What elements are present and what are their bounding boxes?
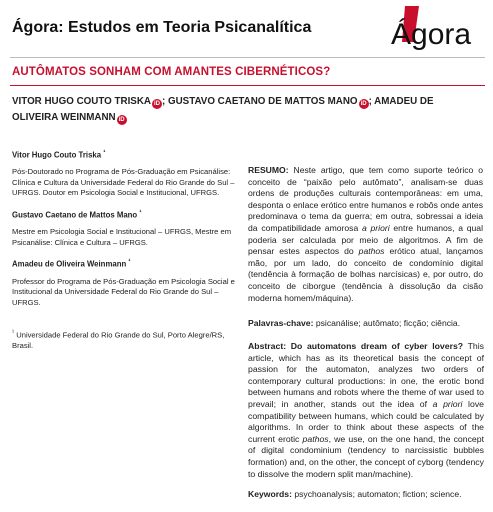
footnote: $^{^1}$ Universidade Federal do Rio Grande do Sul, Porto Alegre/RS, Brasil. bbox=[12, 329, 225, 351]
journal-title: Ágora: Estudos em Teoria Psicanalítica bbox=[12, 19, 312, 36]
abstract-label: Abstract: Do automatons dream of cyber lovers? bbox=[248, 341, 464, 351]
affiliation-text: Professor do Programa de Pós-Graduação em Psicologia Social e Institucional da Universidade Federal do Rio Grande do Sul – UFRGS. bbox=[12, 276, 235, 307]
affiliations-column bbox=[12, 148, 238, 352]
header-divider bbox=[10, 57, 485, 58]
keywords-en: Keywords: psychoanalysis; automaton; fiction; science. bbox=[248, 489, 462, 499]
affiliation-text: Mestre em Psicologia Social e Institucional – UFRGS, Mestre em Psicanálise: Clínica e Cultura – UFRGS. bbox=[12, 227, 232, 247]
keywords-pt: Palavras-chave: psicanálise; autômato; ficção; ciência. bbox=[248, 318, 461, 328]
affiliation-name: Amadeu de Oliveira Weinmann $^{^1}$ bbox=[12, 258, 131, 269]
resumo-paragraph: RESUMO: Neste artigo, que tem como suporte teórico o conceito de “paixão pelo autômato”, analisam-se duas ordens de produções culturais contemporâneas: em uma, desponta o enlace erótico entre humanos e robôs onde antes predominava o tema da guerra; em outra, sobressai a ideia da compatibilidade amorosa a priori entre humanos, a qual poderia ser calculada por meio de algoritmos. A fim de pensar estes aspectos do pathos erótico atual, lançamos mão, por um lado, do conceito de condomínio digital (tendência à formação de bolhas narcísicas) e, por outro, do conceito de ciborgue (tendência à dissolução da cisão moderna homem/máquina). bbox=[248, 165, 483, 303]
affiliation-text: Pós-Doutorado no Programa de Pós-Graduação em Psicanálise: Clínica e Cultura da Universidade Federal do Rio Grande do Sul – UFRGS. Doutor em Psicologia Social e Institucional, UFRGS. bbox=[12, 167, 235, 198]
author-list bbox=[12, 94, 482, 126]
journal-logo bbox=[383, 6, 483, 52]
abstract-paragraph: Abstract: Do automatons dream of cyber lovers? This article, which has as its theoretical basis the concept of passion for the automaton, analyzes two orders of contemporary cultural productions: in one, the erotic bond between humans and robots where the theme of war used to prevail; in another, stands out the idea of a priori love compatibility between humans, which could be calculated by algorithms. In order to think about these aspects of the current erotic pathos, we use, on the one hand, the concept of digital condominium (tendency to narcissistic bubbles formation) and, on the other, the concept of cyborg (tendency to dissolve the modern split man/machine). bbox=[248, 341, 485, 479]
author-name: ; AMADEU DE OLIVEIRA WEINMANN bbox=[12, 96, 434, 123]
logo-text: Ágora bbox=[391, 18, 472, 51]
author-name: VITOR HUGO COUTO TRISKA bbox=[12, 96, 151, 107]
article-title: AUTÔMATOS SONHAM COM AMANTES CIBERNÉTICOS? bbox=[12, 66, 331, 78]
orcid-icon[interactable]: iD bbox=[153, 101, 160, 107]
author-name: ; GUSTAVO CAETANO DE MATTOS MANO bbox=[161, 96, 358, 107]
affiliation-name: Vitor Hugo Couto Triska $^{^1}$ bbox=[12, 149, 106, 160]
orcid-icon[interactable]: iD bbox=[360, 101, 367, 107]
title-divider bbox=[10, 85, 485, 86]
resumo-label: RESUMO: bbox=[248, 165, 289, 175]
orcid-icon[interactable]: iD bbox=[118, 117, 125, 123]
affiliation-name: Gustavo Caetano de Mattos Mano $^{^1}$ bbox=[12, 208, 142, 220]
